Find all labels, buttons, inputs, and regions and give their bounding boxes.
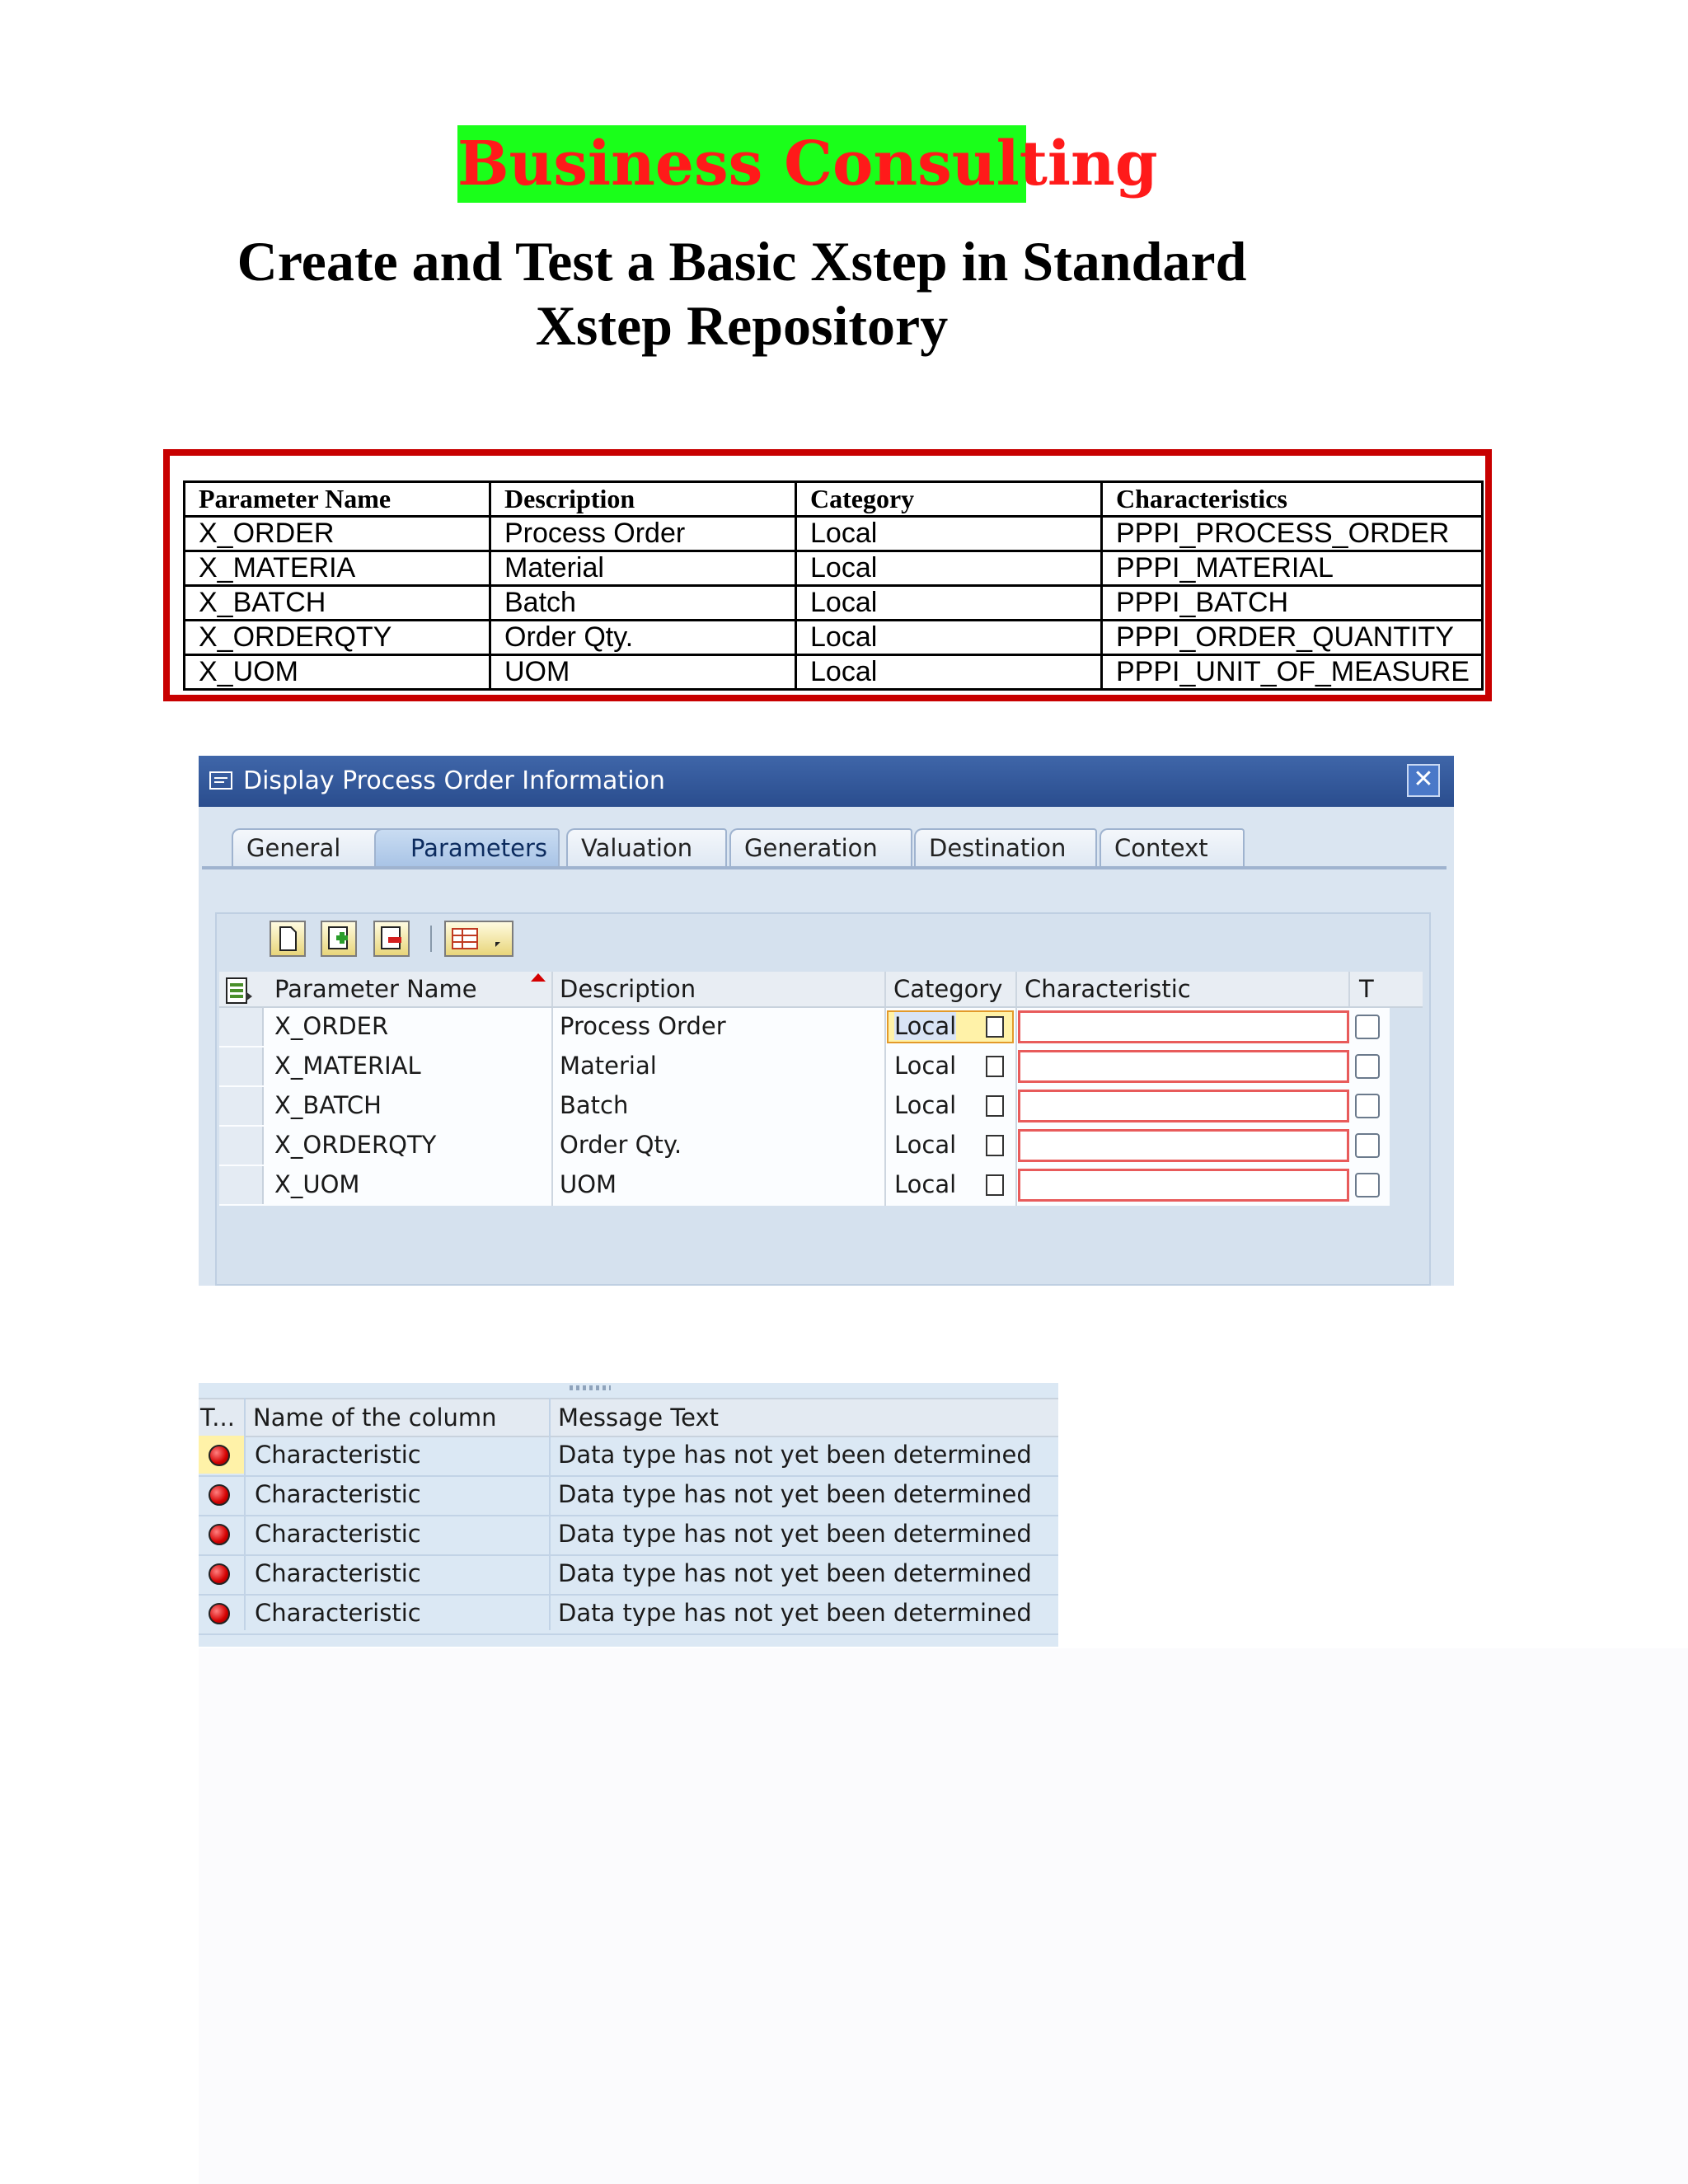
summary-cell: PPPI_ORDER_QUANTITY [1102, 621, 1483, 655]
layout-menu-icon[interactable] [444, 921, 513, 957]
error-icon [209, 1563, 230, 1585]
row-selector[interactable] [219, 1087, 264, 1125]
message-column-name: Characteristic [255, 1559, 421, 1587]
summary-cell: X_UOM [185, 655, 490, 690]
summary-cell: Process Order [490, 517, 796, 551]
tab-context[interactable]: Context [1100, 828, 1245, 866]
message-text: Data type has not yet been determined [558, 1480, 1032, 1508]
parameter-grid [219, 972, 1423, 1198]
row-selector[interactable] [219, 1047, 264, 1085]
tab-generation[interactable]: Generation [729, 828, 912, 866]
dialog-title: Display Process Order Information [243, 766, 665, 795]
error-icon [209, 1484, 230, 1506]
summary-row [185, 551, 1483, 586]
message-log-header [199, 1398, 1058, 1437]
category-cell[interactable]: Local [894, 1012, 957, 1040]
title-line-2: Xstep Repository [535, 294, 949, 357]
category-cell[interactable]: Local [894, 1131, 957, 1159]
parameter-name-cell[interactable]: X_ORDER [274, 1012, 389, 1040]
category-cell[interactable]: Local [894, 1052, 957, 1080]
parameter-name-cell[interactable]: X_BATCH [274, 1091, 382, 1119]
description-cell[interactable]: Material [560, 1052, 657, 1080]
message-text: Data type has not yet been determined [558, 1599, 1032, 1627]
summary-header-cell: Characteristics [1102, 482, 1483, 517]
summary-cell: PPPI_PROCESS_ORDER [1102, 517, 1483, 551]
dialog-titlebar [199, 756, 1454, 807]
toolbar-separator [430, 926, 432, 952]
message-row[interactable] [199, 1436, 1058, 1477]
delete-row-icon[interactable] [373, 921, 410, 957]
message-log-panel [199, 1383, 1058, 1647]
summary-header-row [185, 482, 1483, 517]
description-cell[interactable]: Batch [560, 1091, 629, 1119]
value-help-icon[interactable] [986, 1174, 1004, 1196]
message-row[interactable] [199, 1594, 1058, 1635]
message-text: Data type has not yet been determined [558, 1520, 1032, 1548]
page-background [199, 1648, 1688, 2184]
tab-general[interactable]: General [232, 828, 396, 866]
value-help-icon[interactable] [986, 1056, 1004, 1077]
table-row[interactable] [219, 1087, 1390, 1127]
message-text: Data type has not yet been determined [558, 1559, 1032, 1587]
new-document-icon[interactable] [270, 921, 306, 957]
message-row[interactable] [199, 1554, 1058, 1596]
characteristic-input[interactable] [1018, 1010, 1349, 1043]
sort-ascending-icon [531, 973, 546, 982]
column-header-type[interactable]: T... [200, 1404, 235, 1432]
row-selector[interactable] [219, 1127, 264, 1165]
row-selector[interactable] [219, 1166, 264, 1204]
category-cell[interactable]: Local [894, 1170, 957, 1198]
parameter-name-cell[interactable]: X_MATERIAL [274, 1052, 421, 1080]
value-help-icon[interactable] [986, 1016, 1004, 1038]
summary-cell: X_BATCH [185, 586, 490, 621]
summary-row [185, 655, 1483, 690]
select-all-icon[interactable] [224, 977, 254, 1005]
summary-cell: PPPI_BATCH [1102, 586, 1483, 621]
category-cell[interactable]: Local [894, 1091, 957, 1119]
column-header-t[interactable]: T [1359, 975, 1374, 1003]
tab-parameters[interactable]: Parameters [374, 828, 560, 866]
message-column-name: Characteristic [255, 1441, 421, 1469]
window-icon [209, 770, 234, 791]
brand-banner: Business Consulting [457, 125, 1026, 203]
summary-cell: Local [796, 586, 1102, 621]
summary-row [185, 517, 1483, 551]
title-line-1: Create and Test a Basic Xstep in Standard [237, 230, 1247, 293]
table-row[interactable] [219, 1047, 1390, 1087]
description-cell[interactable]: Order Qty. [560, 1131, 682, 1159]
column-header-characteristic[interactable]: Characteristic [1025, 975, 1191, 1003]
summary-cell: Order Qty. [490, 621, 796, 655]
insert-row-icon[interactable] [321, 921, 357, 957]
table-row[interactable] [219, 1166, 1390, 1206]
summary-cell: Local [796, 621, 1102, 655]
characteristic-input[interactable] [1018, 1090, 1349, 1122]
table-row[interactable] [219, 1008, 1390, 1047]
summary-header-cell: Category [796, 482, 1102, 517]
value-help-icon[interactable] [986, 1135, 1004, 1156]
summary-cell: Local [796, 517, 1102, 551]
summary-row [185, 621, 1483, 655]
row-selector[interactable] [219, 1008, 264, 1046]
summary-header-cell: Parameter Name [185, 482, 490, 517]
t-checkbox[interactable] [1355, 1015, 1380, 1039]
summary-cell: Local [796, 551, 1102, 586]
summary-cell: X_ORDER [185, 517, 490, 551]
summary-cell: Local [796, 655, 1102, 690]
message-text: Data type has not yet been determined [558, 1441, 1032, 1469]
t-checkbox[interactable] [1355, 1133, 1380, 1158]
grid-header [219, 972, 1423, 1008]
description-cell[interactable]: UOM [560, 1170, 617, 1198]
characteristic-input[interactable] [1018, 1169, 1349, 1202]
parameter-name-cell[interactable]: X_ORDERQTY [274, 1131, 437, 1159]
summary-cell: UOM [490, 655, 796, 690]
error-icon [209, 1603, 230, 1624]
value-help-icon[interactable] [986, 1095, 1004, 1117]
error-icon [209, 1445, 230, 1466]
message-column-name: Characteristic [255, 1599, 421, 1627]
summary-header-cell: Description [490, 482, 796, 517]
description-cell[interactable]: Process Order [560, 1012, 726, 1040]
t-checkbox[interactable] [1355, 1173, 1380, 1197]
tab-valuation[interactable]: Valuation [566, 828, 727, 866]
resize-handle[interactable] [570, 1385, 611, 1390]
column-header-parameter-name[interactable]: Parameter Name [274, 975, 477, 1003]
table-row[interactable] [219, 1127, 1390, 1166]
message-column-name: Characteristic [255, 1480, 421, 1508]
characteristic-input[interactable] [1018, 1050, 1349, 1083]
column-header-description[interactable]: Description [560, 975, 696, 1003]
close-icon[interactable]: ✕ [1407, 764, 1440, 797]
message-row[interactable] [199, 1475, 1058, 1516]
error-icon [209, 1524, 230, 1545]
column-header-column-name[interactable]: Name of the column [253, 1404, 497, 1432]
summary-cell: X_MATERIA [185, 551, 490, 586]
summary-row [185, 586, 1483, 621]
process-order-dialog [199, 756, 1454, 1286]
message-row[interactable] [199, 1515, 1058, 1556]
summary-table [183, 480, 1484, 691]
document-title [0, 229, 1484, 358]
summary-cell: PPPI_UNIT_OF_MEASURE [1102, 655, 1483, 690]
tab-destination[interactable]: Destination [914, 828, 1097, 866]
column-header-message-text[interactable]: Message Text [558, 1404, 719, 1432]
t-checkbox[interactable] [1355, 1054, 1380, 1079]
summary-cell: Batch [490, 586, 796, 621]
summary-cell: X_ORDERQTY [185, 621, 490, 655]
parameter-name-cell[interactable]: X_UOM [274, 1170, 360, 1198]
summary-cell: PPPI_MATERIAL [1102, 551, 1483, 586]
summary-cell: Material [490, 551, 796, 586]
message-column-name: Characteristic [255, 1520, 421, 1548]
t-checkbox[interactable] [1355, 1094, 1380, 1118]
column-header-category[interactable]: Category [893, 975, 1003, 1003]
characteristic-input[interactable] [1018, 1129, 1349, 1162]
